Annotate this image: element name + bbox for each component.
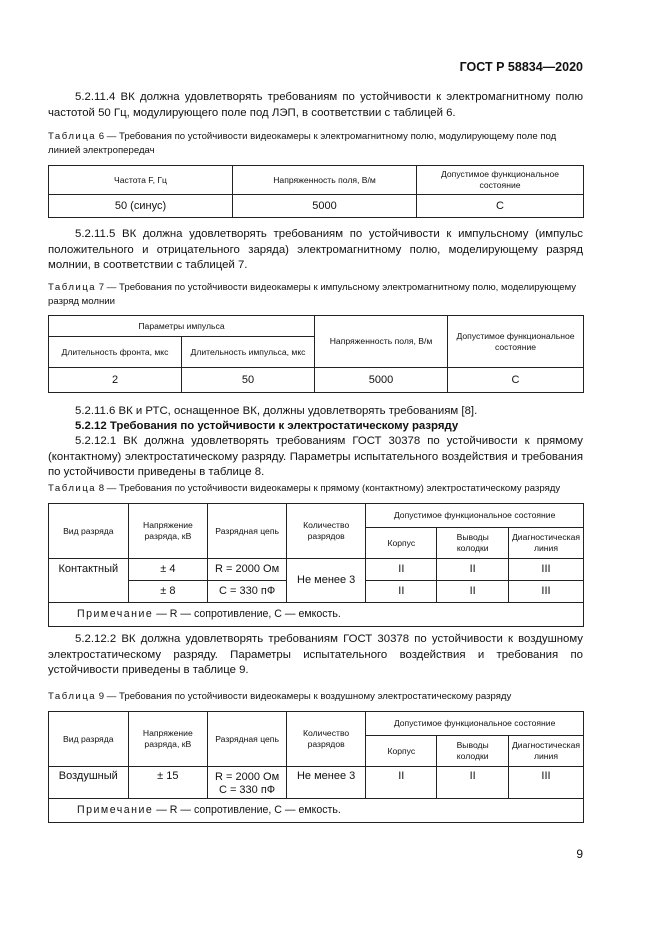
table-9-caption-text: 9 — Требования по устойчивости видеокамеры к воздушному электростатическому разряду: [96, 691, 512, 702]
table-7-caption: [48, 281, 583, 309]
table-6-caption: [48, 130, 583, 158]
table-8-note-label: Примечание: [77, 608, 154, 620]
document-id-header: ГОСТ Р 58834—2020: [459, 60, 583, 74]
table-6-cell-frequency: 50 (синус): [49, 195, 233, 218]
table-7-cell-front-duration: 2: [49, 368, 182, 393]
table-8-cell-terminals-2: II: [437, 581, 509, 603]
table-8-header-count: Количество разрядов: [287, 504, 366, 559]
table-7-header-pulse-duration: Длительность импульса, мкс: [182, 337, 315, 368]
table-9-header-discharge-type: Вид разряда: [49, 712, 129, 767]
table-9-header-count: Количество разрядов: [287, 712, 366, 767]
table-9-label: Таблица: [48, 691, 97, 702]
paragraph-5-2-12-1: 5.2.12.1 ВК должна удовлетворять требованиям ГОСТ 30378 по устойчивости к прямому (контактному) электростатическому разряду. Параметры испытательного воздействия и требования по устойчивости приведены в таблице 8.: [48, 435, 583, 478]
table-6-header-functional-state: Допустимое функциональное состояние: [417, 166, 584, 195]
table-9-cell-diagnostic: III: [508, 767, 583, 799]
table-7-header-pulse-params: Параметры импульса: [49, 316, 315, 337]
table-9-note-text: — R — сопротивление, С — емкость.: [153, 804, 341, 816]
table-7: [48, 315, 584, 393]
page-number: 9: [576, 847, 583, 861]
table-8-subheader-diagnostic-line: Диагностическая линия: [508, 528, 583, 559]
table-8-cell-housing-1: II: [366, 559, 437, 581]
table-7-header-front-duration: Длительность фронта, мкс: [49, 337, 182, 368]
table-6-label: Таблица: [48, 131, 97, 142]
paragraph-5-2-11-5: 5.2.11.5 ВК должна удовлетворять требованиям по устойчивости к импульсному (импульс положительного и отрицательного заряда) электромагнитному полю, моделирующему разряд молнии, в соответствии с таблицей 7.: [48, 228, 583, 271]
table-6-caption-text: 6 — Требования по устойчивости видеокамеры к электромагнитному полю, модулирующему поле под линией электропередач: [48, 131, 557, 156]
paragraph-5-2-11-4: 5.2.11.4 ВК должна удовлетворять требованиям по устойчивости к электромагнитному полю частотой 50 Гц, модулирующего поле под ЛЭП, в соответствии с таблицей 6.: [48, 91, 583, 119]
table-6-cell-field-strength: 5000: [233, 195, 417, 218]
table-7-cell-pulse-duration: 50: [182, 368, 315, 393]
table-8-cell-housing-2: II: [366, 581, 437, 603]
section-5-2-12-heading: 5.2.12 Требования по устойчивости к электростатическому разряду: [75, 420, 459, 432]
table-8-cell-diagnostic-1: III: [508, 559, 583, 581]
table-9-caption: [48, 690, 583, 704]
table-9-subheader-diagnostic-line: Диагностическая линия: [508, 736, 583, 767]
table-9-header-functional-state: Допустимое функциональное состояние: [366, 712, 584, 736]
table-9-cell-count: Не менее 3: [287, 767, 366, 799]
table-9-header-voltage: Напряжение разряда, кВ: [128, 712, 208, 767]
table-9-subheader-terminals: Выводы колодки: [437, 736, 509, 767]
table-9-cell-terminals: II: [437, 767, 509, 799]
table-8-header-circuit: Разрядная цепь: [208, 504, 287, 559]
table-9-cell-voltage: ± 15: [128, 767, 208, 799]
table-8-cell-terminals-1: II: [437, 559, 509, 581]
table-7-cell-functional-state: С: [448, 368, 584, 393]
paragraph-5-2-11-6: 5.2.11.6 ВК и РТС, оснащенное ВК, должны удовлетворять требованиям [8].: [75, 405, 478, 417]
table-9-cell-circuit-r: R = 2000 Ом: [215, 771, 280, 783]
table-8: [48, 503, 584, 627]
table-8-cell-circuit-2: С = 330 пФ: [208, 581, 287, 603]
table-6: [48, 165, 584, 218]
table-8-cell-count: Не менее 3: [287, 559, 366, 603]
table-8-header-voltage: Напряжение разряда, кВ: [128, 504, 208, 559]
table-7-cell-field-strength: 5000: [315, 368, 448, 393]
table-9-cell-circuit-c: С = 330 пФ: [218, 784, 276, 796]
table-8-cell-diagnostic-2: III: [508, 581, 583, 603]
table-9-cell-circuit: [208, 767, 287, 799]
table-7-header-functional-state: Допустимое функциональное состояние: [448, 316, 584, 368]
table-7-caption-text: 7 — Требования по устойчивости видеокамеры к импульсному электромагнитному полю, моделирующему разряд молнии: [48, 282, 577, 307]
table-8-caption: [48, 482, 583, 496]
table-8-label: Таблица: [48, 483, 97, 494]
table-9-header-circuit: Разрядная цепь: [208, 712, 287, 767]
table-6-header-field-strength: Напряженность поля, В/м: [233, 166, 417, 195]
table-9: [48, 711, 584, 823]
table-8-cell-voltage-2: ± 8: [128, 581, 208, 603]
paragraph-5-2-12-2: 5.2.12.2 ВК должна удовлетворять требованиям ГОСТ 30378 по устойчивости к воздушному электростатическому разряду. Параметры испытательного воздействия и требования по устойчивости приведены в таблице 9.: [48, 633, 583, 676]
table-9-cell-housing: II: [366, 767, 437, 799]
table-8-cell-voltage-1: ± 4: [128, 559, 208, 581]
table-8-note: [49, 603, 584, 627]
table-8-subheader-terminals: Выводы колодки: [437, 528, 509, 559]
table-9-note-label: Примечание: [77, 804, 154, 816]
table-6-cell-functional-state: С: [417, 195, 584, 218]
table-8-cell-discharge-type: Контактный: [49, 559, 129, 603]
table-7-header-field-strength: Напряженность поля, В/м: [315, 316, 448, 368]
table-8-header-discharge-type: Вид разряда: [49, 504, 129, 559]
table-9-cell-discharge-type: Воздушный: [49, 767, 129, 799]
table-8-caption-text: 8 — Требования по устойчивости видеокамеры к прямому (контактному) электростатическому разряду: [96, 483, 561, 494]
table-9-subheader-housing: Корпус: [366, 736, 437, 767]
table-9-note: [49, 799, 584, 823]
table-8-header-functional-state: Допустимое функциональное состояние: [366, 504, 584, 528]
table-7-label: Таблица: [48, 282, 97, 293]
table-8-note-text: — R — сопротивление, С — емкость.: [153, 608, 341, 620]
table-8-cell-circuit-1: R = 2000 Ом: [208, 559, 287, 581]
table-6-header-frequency: Частота F, Гц: [49, 166, 233, 195]
table-8-subheader-housing: Корпус: [366, 528, 437, 559]
